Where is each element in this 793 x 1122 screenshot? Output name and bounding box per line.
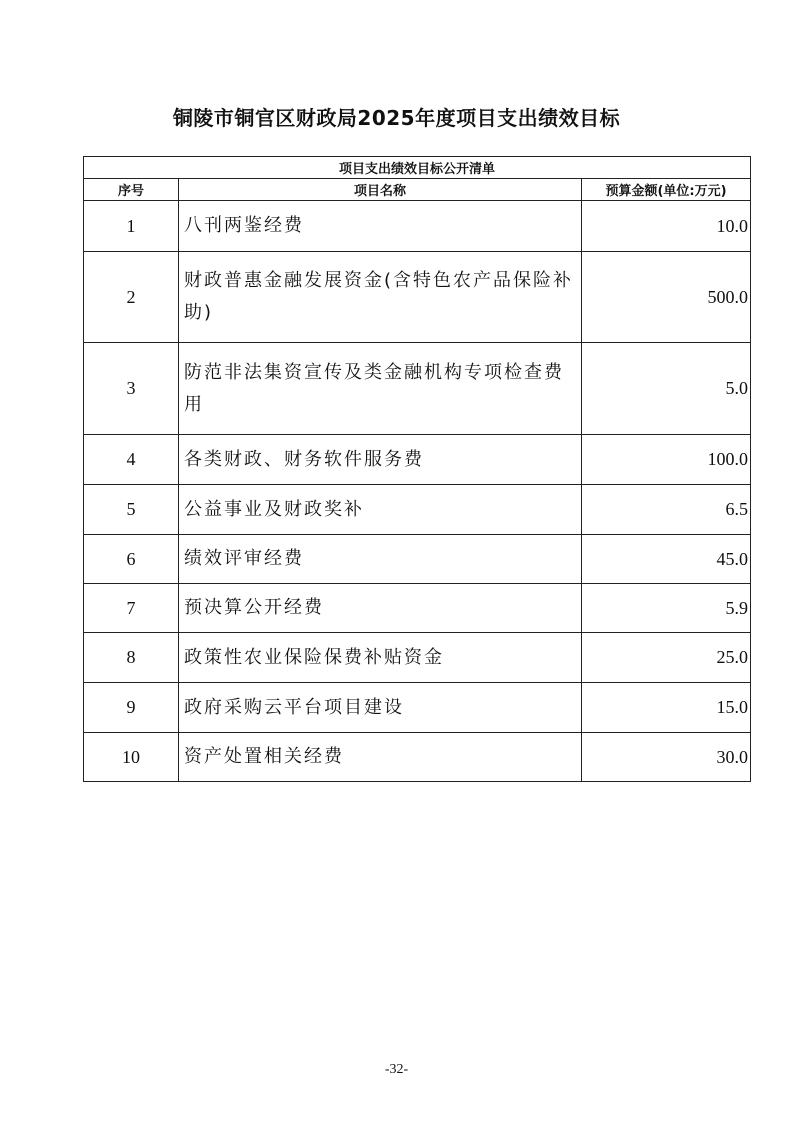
row-name: 八刊两鉴经费 bbox=[179, 201, 582, 252]
table-row bbox=[84, 252, 751, 343]
budget-table bbox=[83, 156, 751, 782]
row-name: 资产处置相关经费 bbox=[179, 733, 582, 782]
table-row bbox=[84, 584, 751, 633]
table-caption: 项目支出绩效目标公开清单 bbox=[84, 157, 751, 179]
row-name: 公益事业及财政奖补 bbox=[179, 485, 582, 535]
row-name: 政策性农业保险保费补贴资金 bbox=[179, 633, 582, 683]
row-name: 预决算公开经费 bbox=[179, 584, 582, 633]
row-amount: 100.0 bbox=[582, 435, 751, 485]
table-header-row bbox=[84, 179, 751, 201]
table-row bbox=[84, 201, 751, 252]
row-amount: 5.9 bbox=[582, 584, 751, 633]
row-name: 绩效评审经费 bbox=[179, 535, 582, 584]
row-seq: 10 bbox=[84, 733, 179, 782]
row-seq: 8 bbox=[84, 633, 179, 683]
row-seq: 4 bbox=[84, 435, 179, 485]
row-amount: 5.0 bbox=[582, 343, 751, 435]
table-row bbox=[84, 683, 751, 733]
row-amount: 15.0 bbox=[582, 683, 751, 733]
row-seq: 2 bbox=[84, 252, 179, 343]
row-amount: 10.0 bbox=[582, 201, 751, 252]
row-amount: 30.0 bbox=[582, 733, 751, 782]
row-seq: 5 bbox=[84, 485, 179, 535]
header-amount: 预算金额(单位:万元) bbox=[582, 179, 751, 201]
table-row bbox=[84, 535, 751, 584]
page-number: -32- bbox=[384, 1062, 409, 1077]
row-seq: 7 bbox=[84, 584, 179, 633]
row-amount: 6.5 bbox=[582, 485, 751, 535]
table-row bbox=[84, 435, 751, 485]
row-amount: 45.0 bbox=[582, 535, 751, 584]
row-amount: 500.0 bbox=[582, 252, 751, 343]
row-name: 财政普惠金融发展资金(含特色农产品保险补助) bbox=[179, 252, 582, 343]
header-name: 项目名称 bbox=[179, 179, 582, 201]
header-seq: 序号 bbox=[84, 179, 179, 201]
table-row bbox=[84, 733, 751, 782]
document-title: 铜陵市铜官区财政局2025年度项目支出绩效目标 bbox=[172, 106, 621, 130]
table-row bbox=[84, 485, 751, 535]
row-seq: 9 bbox=[84, 683, 179, 733]
row-seq: 1 bbox=[84, 201, 179, 252]
row-name: 政府采购云平台项目建设 bbox=[179, 683, 582, 733]
row-amount: 25.0 bbox=[582, 633, 751, 683]
row-seq: 3 bbox=[84, 343, 179, 435]
table-row bbox=[84, 343, 751, 435]
row-name: 防范非法集资宣传及类金融机构专项检查费用 bbox=[179, 343, 582, 435]
row-seq: 6 bbox=[84, 535, 179, 584]
table-row bbox=[84, 633, 751, 683]
row-name: 各类财政、财务软件服务费 bbox=[179, 435, 582, 485]
